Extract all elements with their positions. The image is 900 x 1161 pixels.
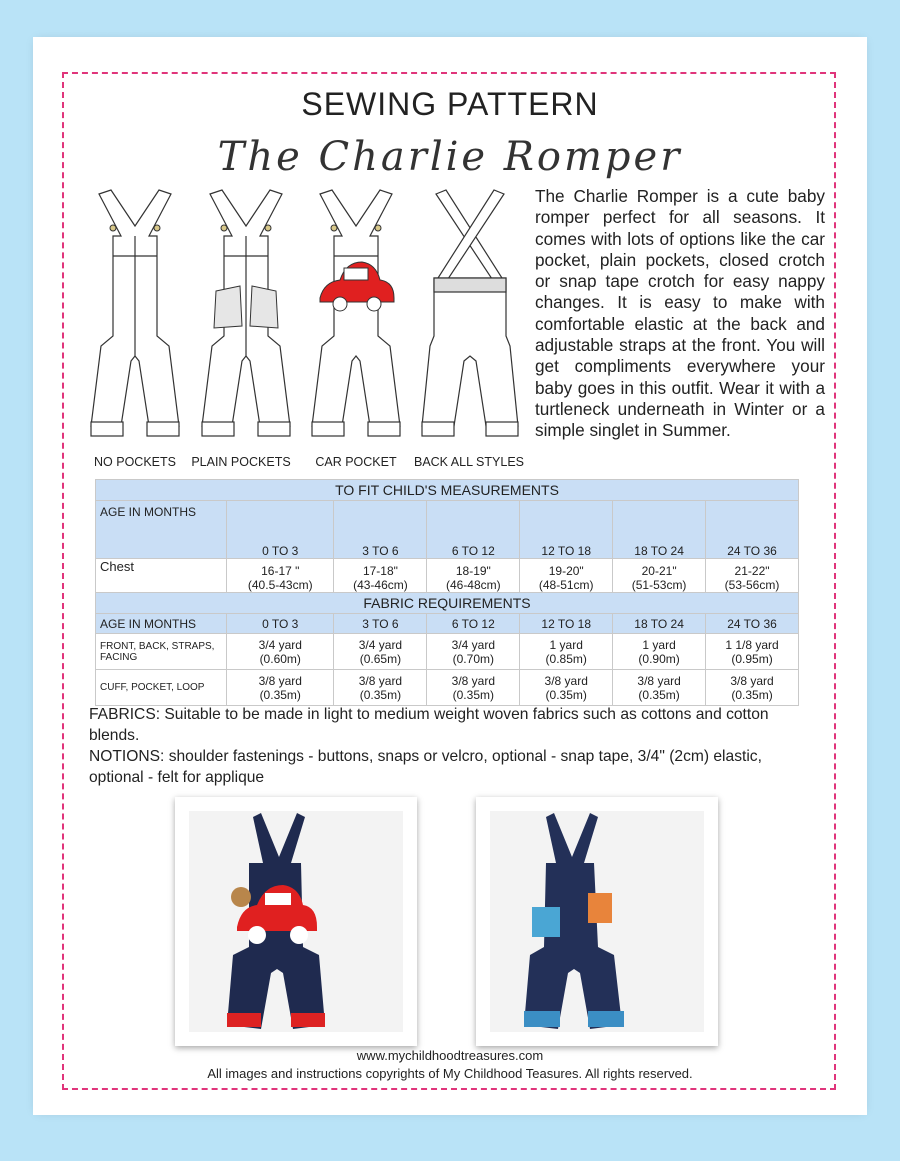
age-cell: 18 TO 24 — [613, 501, 706, 559]
age-cell: 18 TO 24 — [613, 614, 706, 634]
style-label: NO POCKETS — [94, 455, 176, 469]
pattern-name: The Charlie Romper — [217, 134, 683, 180]
photo-pocket-romper — [476, 797, 718, 1046]
yard: 3/8 yard — [258, 673, 302, 688]
fabric-cell — [334, 634, 427, 670]
age-label: AGE IN MONTHS — [96, 501, 227, 559]
romper-plain-pockets-icon — [190, 186, 302, 448]
yard: 3/4 yard — [358, 637, 403, 652]
chest-cell — [706, 559, 799, 593]
age-cell: 24 TO 36 — [706, 501, 799, 559]
chest-cell — [613, 559, 706, 593]
age-cell: 0 TO 3 — [227, 614, 334, 634]
chest-in: 17-18" — [362, 564, 398, 578]
footer-copyright: All images and instructions copyrights of My Childhood Teasures. All rights reserved. — [207, 1066, 693, 1081]
notes — [89, 704, 809, 788]
chest-in: 21-22" — [734, 564, 770, 578]
fabric-cell — [427, 634, 520, 670]
metre: (0.35m) — [638, 687, 680, 702]
age-cell: 3 TO 6 — [334, 614, 427, 634]
fabric-heading: FABRIC REQUIREMENTS — [96, 593, 799, 614]
style-label: CAR POCKET — [315, 455, 397, 469]
chest-cell — [427, 559, 520, 593]
yard: 1 yard — [549, 637, 583, 652]
chest-label: Chest — [96, 559, 227, 593]
chest-in: 20-21" — [641, 564, 677, 578]
metre: (0.90m) — [638, 651, 680, 666]
fabrics-note: FABRICS: Suitable to be made in light to medium weight woven fabrics such as cottons and cotton blends. — [89, 706, 769, 744]
chest-cell — [334, 559, 427, 593]
yard: 1 yard — [642, 637, 676, 652]
chest-cm: (53-56cm) — [724, 578, 780, 592]
fabric-row-label: CUFF, POCKET, LOOP — [96, 670, 227, 706]
metre: (0.35m) — [359, 687, 402, 702]
age-cell: 0 TO 3 — [227, 501, 334, 559]
metre: (0.35m) — [259, 687, 301, 702]
yard: 1 1/8 yard — [725, 637, 779, 652]
age-cell: 24 TO 36 — [706, 614, 799, 634]
age-cell: 3 TO 6 — [334, 501, 427, 559]
romper-front-icon — [79, 186, 191, 448]
romper-car-pocket-icon — [300, 186, 412, 448]
age-cell: 6 TO 12 — [427, 614, 520, 634]
chest-in: 18-19" — [455, 564, 491, 578]
age-cell: 6 TO 12 — [427, 501, 520, 559]
yard: 3/8 yard — [358, 673, 403, 688]
fabric-cell — [706, 634, 799, 670]
metre: (0.95m) — [731, 651, 773, 666]
yard: 3/8 yard — [730, 673, 774, 688]
fabric-cell — [706, 670, 799, 706]
chest-in: 19-20" — [548, 564, 584, 578]
yard: 3/4 yard — [258, 637, 302, 652]
metre: (0.65m) — [359, 651, 402, 666]
metre: (0.60m) — [259, 651, 301, 666]
fabric-cell — [334, 670, 427, 706]
yard: 3/8 yard — [637, 673, 681, 688]
photo-car-romper — [175, 797, 417, 1046]
chest-cm: (43-46cm) — [353, 578, 408, 592]
metre: (0.35m) — [452, 687, 494, 702]
size-table — [95, 479, 799, 706]
measurements-heading: TO FIT CHILD'S MEASUREMENTS — [96, 480, 799, 501]
fabric-cell — [227, 670, 334, 706]
chest-in: 16-17 " — [261, 564, 300, 578]
chest-cm: (48-51cm) — [538, 578, 594, 592]
chest-cell — [520, 559, 613, 593]
chest-cm: (51-53cm) — [631, 578, 687, 592]
romper-back-icon — [414, 186, 526, 448]
style-label: BACK ALL STYLES — [413, 455, 524, 469]
style-label: PLAIN POCKETS — [191, 455, 291, 469]
fabric-cell — [227, 634, 334, 670]
yard: 3/8 yard — [544, 673, 588, 688]
fabric-cell — [613, 634, 706, 670]
age-cell: 12 TO 18 — [520, 501, 613, 559]
fabric-row-label: FRONT, BACK, STRAPS, FACING — [96, 634, 227, 670]
fabric-cell — [520, 634, 613, 670]
metre: (0.35m) — [545, 687, 587, 702]
chest-cm: (46-48cm) — [445, 578, 501, 592]
metre: (0.85m) — [545, 651, 587, 666]
fabric-cell — [427, 670, 520, 706]
fabric-cell — [520, 670, 613, 706]
fabric-cell — [613, 670, 706, 706]
age-label: AGE IN MONTHS — [96, 614, 227, 634]
page-title: SEWING PATTERN — [301, 86, 599, 122]
description: The Charlie Romper is a cute baby romper perfect for all seasons. It comes with lots of options like the car pocket, plain pockets, closed crotch or snap tape crotch for easy nappy changes. It is easy to make with comfortable elastic at the back and adjustable straps at the front. You will get compliments everywhere your baby goes in this outfit. Wear it with a turtleneck underneath in Winter or a simple singlet in Summer. — [535, 186, 825, 441]
notions-note: NOTIONS: shoulder fastenings - buttons, snaps or velcro, optional - snap tape, 3/4" (2cm) elastic, optional - felt for applique — [89, 748, 762, 786]
yard: 3/8 yard — [451, 673, 495, 688]
chest-cell — [227, 559, 334, 593]
age-cell: 12 TO 18 — [520, 614, 613, 634]
metre: (0.35m) — [731, 687, 773, 702]
yard: 3/4 yard — [451, 637, 495, 652]
chest-cm: (40.5-43cm) — [247, 578, 313, 592]
footer-url: www.mychildhoodtreasures.com — [356, 1048, 544, 1063]
metre: (0.70m) — [452, 651, 494, 666]
